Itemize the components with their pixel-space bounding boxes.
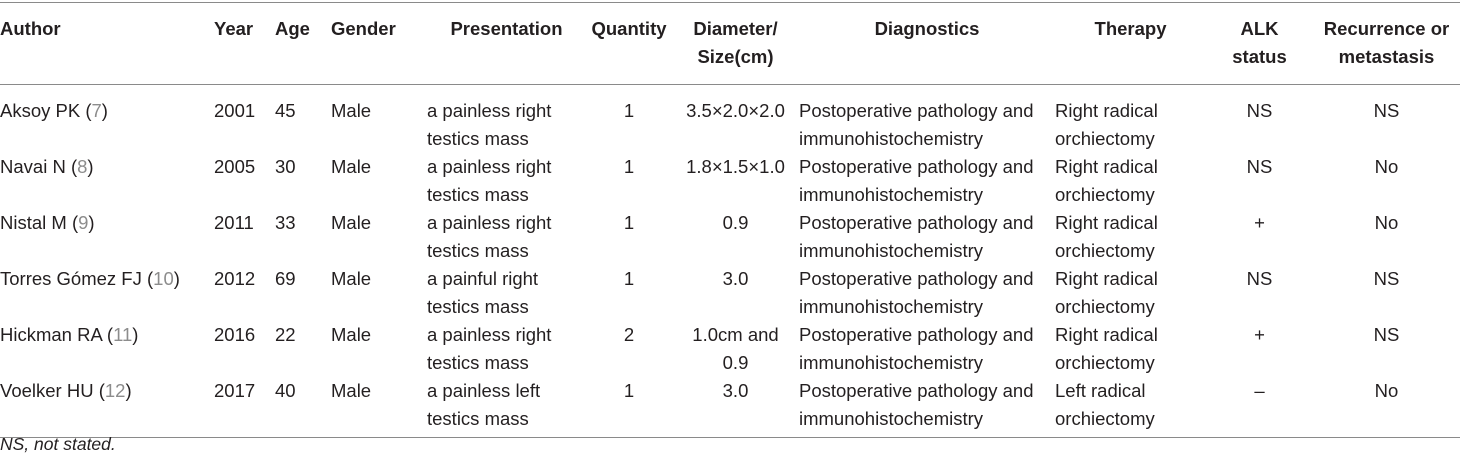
reference-link[interactable]: 10 bbox=[153, 268, 174, 289]
author-paren: ) bbox=[173, 268, 180, 289]
author-paren: ) bbox=[88, 212, 95, 233]
cell-recurrence: NS bbox=[1373, 268, 1400, 289]
therapy-line1: Right radical bbox=[1055, 212, 1158, 233]
cell-gender: Male bbox=[331, 324, 372, 345]
cell-diagnostics bbox=[799, 153, 1055, 209]
cell-age: 40 bbox=[275, 380, 296, 401]
author-paren: ) bbox=[87, 156, 94, 177]
cell-year: 2012 bbox=[214, 268, 256, 289]
cell-author bbox=[0, 377, 214, 438]
diagnostics-line1: Postoperative pathology and bbox=[799, 324, 1034, 345]
cell-gender: Male bbox=[331, 100, 372, 121]
cell-presentation bbox=[427, 265, 586, 321]
cell-presentation bbox=[427, 377, 586, 438]
cell-therapy bbox=[1055, 265, 1206, 321]
cell-diagnostics bbox=[799, 265, 1055, 321]
diagnostics-line2: immunohistochemistry bbox=[799, 296, 984, 317]
size-line1: 0.9 bbox=[722, 212, 749, 233]
reference-link[interactable]: 11 bbox=[113, 324, 133, 345]
therapy-line1: Right radical bbox=[1055, 100, 1158, 121]
cell-author bbox=[0, 209, 214, 265]
diagnostics-line1: Postoperative pathology and bbox=[799, 212, 1034, 233]
presentation-line2: testics mass bbox=[427, 184, 529, 205]
therapy-line2: orchiectomy bbox=[1055, 128, 1155, 149]
header-diameter-line1: Diameter/ bbox=[693, 18, 778, 39]
cell-age: 22 bbox=[275, 324, 296, 345]
cell-presentation bbox=[427, 209, 586, 265]
header-age: Age bbox=[275, 18, 310, 39]
cell-diagnostics bbox=[799, 377, 1055, 438]
cell-gender: Male bbox=[331, 380, 372, 401]
cell-alk-status: NS bbox=[1246, 268, 1273, 289]
presentation-line1: a painless right bbox=[427, 100, 552, 121]
table-row bbox=[0, 85, 1460, 154]
header-quantity: Quantity bbox=[591, 18, 667, 39]
header-therapy: Therapy bbox=[1094, 18, 1167, 39]
author-name: Aksoy PK ( bbox=[0, 100, 92, 121]
therapy-line1: Left radical bbox=[1055, 380, 1146, 401]
presentation-line2: testics mass bbox=[427, 128, 529, 149]
cell-diagnostics bbox=[799, 85, 1055, 154]
cell-diagnostics bbox=[799, 321, 1055, 377]
presentation-line2: testics mass bbox=[427, 408, 529, 429]
cell-diagnostics bbox=[799, 209, 1055, 265]
cell-gender: Male bbox=[331, 268, 372, 289]
reference-link[interactable]: 7 bbox=[91, 100, 102, 121]
cell-gender: Male bbox=[331, 156, 372, 177]
cell-age: 33 bbox=[275, 212, 296, 233]
diagnostics-line1: Postoperative pathology and bbox=[799, 380, 1034, 401]
presentation-line1: a painless right bbox=[427, 324, 552, 345]
case-table bbox=[0, 2, 1460, 438]
table-footnote: NS, not stated. bbox=[0, 434, 116, 454]
header-recurrence-line1: Recurrence or bbox=[1323, 18, 1450, 39]
author-name: Voelker HU ( bbox=[0, 380, 105, 401]
author-name: Navai N ( bbox=[0, 156, 78, 177]
diagnostics-line1: Postoperative pathology and bbox=[799, 156, 1034, 177]
cell-quantity: 2 bbox=[623, 324, 635, 345]
reference-link[interactable]: 9 bbox=[78, 212, 89, 233]
cell-recurrence: No bbox=[1374, 380, 1399, 401]
cell-quantity: 1 bbox=[623, 100, 635, 121]
author-paren: ) bbox=[125, 380, 132, 401]
therapy-line1: Right radical bbox=[1055, 268, 1158, 289]
header-alk-line2: status bbox=[1232, 46, 1287, 67]
cell-alk-status: NS bbox=[1246, 156, 1273, 177]
table-header-row bbox=[0, 3, 1460, 85]
author-name: Hickman RA ( bbox=[0, 324, 114, 345]
therapy-line2: orchiectomy bbox=[1055, 352, 1155, 373]
cell-recurrence: NS bbox=[1373, 100, 1400, 121]
cell-therapy bbox=[1055, 209, 1206, 265]
table-row bbox=[0, 377, 1460, 438]
diagnostics-line2: immunohistochemistry bbox=[799, 128, 984, 149]
cell-year: 2001 bbox=[214, 100, 256, 121]
diagnostics-line2: immunohistochemistry bbox=[799, 240, 984, 261]
diagnostics-line1: Postoperative pathology and bbox=[799, 268, 1034, 289]
cell-quantity: 1 bbox=[623, 212, 635, 233]
header-alk-line1: ALK bbox=[1240, 18, 1279, 39]
presentation-line2: testics mass bbox=[427, 352, 529, 373]
header-year: Year bbox=[214, 18, 254, 39]
size-line1: 3.0 bbox=[722, 380, 749, 401]
cell-quantity: 1 bbox=[623, 268, 635, 289]
cell-alk-status: + bbox=[1254, 212, 1265, 233]
presentation-line1: a painless right bbox=[427, 212, 552, 233]
table-row bbox=[0, 153, 1460, 209]
cell-size bbox=[672, 85, 799, 154]
cell-therapy bbox=[1055, 153, 1206, 209]
cell-presentation bbox=[427, 321, 586, 377]
size-line1: 1.8×1.5×1.0 bbox=[686, 156, 785, 177]
cell-therapy bbox=[1055, 377, 1206, 438]
cell-size bbox=[672, 321, 799, 377]
therapy-line2: orchiectomy bbox=[1055, 184, 1155, 205]
cell-age: 45 bbox=[275, 100, 296, 121]
cell-size bbox=[672, 153, 799, 209]
diagnostics-line1: Postoperative pathology and bbox=[799, 100, 1034, 121]
cell-year: 2016 bbox=[214, 324, 256, 345]
author-paren: ) bbox=[101, 100, 108, 121]
cell-author bbox=[0, 153, 214, 209]
cell-presentation bbox=[427, 153, 586, 209]
cell-therapy bbox=[1055, 321, 1206, 377]
header-recurrence bbox=[1313, 3, 1460, 85]
presentation-line2: testics mass bbox=[427, 296, 529, 317]
cell-therapy bbox=[1055, 85, 1206, 154]
table-row bbox=[0, 265, 1460, 321]
diagnostics-line2: immunohistochemistry bbox=[799, 408, 984, 429]
size-line1: 3.0 bbox=[722, 268, 749, 289]
cell-quantity: 1 bbox=[623, 380, 635, 401]
size-line2: 0.9 bbox=[722, 352, 749, 373]
cell-recurrence: No bbox=[1374, 156, 1399, 177]
header-diameter bbox=[672, 3, 799, 85]
diagnostics-line2: immunohistochemistry bbox=[799, 352, 984, 373]
cell-size bbox=[672, 209, 799, 265]
header-author: Author bbox=[0, 18, 61, 39]
therapy-line2: orchiectomy bbox=[1055, 240, 1155, 261]
therapy-line2: orchiectomy bbox=[1055, 296, 1155, 317]
cell-presentation bbox=[427, 85, 586, 154]
header-gender: Gender bbox=[331, 18, 396, 39]
cell-gender: Male bbox=[331, 212, 372, 233]
size-line1: 3.5×2.0×2.0 bbox=[686, 100, 785, 121]
reference-link[interactable]: 8 bbox=[77, 156, 88, 177]
cell-author bbox=[0, 321, 214, 377]
cell-year: 2011 bbox=[214, 212, 254, 233]
cell-author bbox=[0, 85, 214, 154]
cell-size bbox=[672, 265, 799, 321]
header-alk-status bbox=[1206, 3, 1313, 85]
reference-link[interactable]: 12 bbox=[104, 380, 126, 401]
size-line1: 1.0cm and bbox=[692, 324, 779, 345]
author-name: Nistal M ( bbox=[0, 212, 79, 233]
therapy-line1: Right radical bbox=[1055, 324, 1158, 345]
table-row bbox=[0, 209, 1460, 265]
cell-quantity: 1 bbox=[623, 156, 635, 177]
author-paren: ) bbox=[132, 324, 139, 345]
diagnostics-line2: immunohistochemistry bbox=[799, 184, 984, 205]
cell-alk-status: NS bbox=[1246, 100, 1273, 121]
presentation-line1: a painless right bbox=[427, 156, 552, 177]
header-diagnostics: Diagnostics bbox=[874, 18, 980, 39]
presentation-line1: a painful right bbox=[427, 268, 539, 289]
header-recurrence-line2: metastasis bbox=[1338, 46, 1435, 67]
cell-alk-status: – bbox=[1254, 380, 1265, 401]
therapy-line2: orchiectomy bbox=[1055, 408, 1155, 429]
presentation-line2: testics mass bbox=[427, 240, 529, 261]
author-name: Torres Gómez FJ ( bbox=[0, 268, 154, 289]
cell-author bbox=[0, 265, 214, 321]
header-diameter-line2: Size(cm) bbox=[697, 46, 774, 67]
cell-size bbox=[672, 377, 799, 438]
cell-age: 69 bbox=[275, 268, 296, 289]
presentation-line1: a painless left bbox=[427, 380, 541, 401]
cell-alk-status: + bbox=[1254, 324, 1265, 345]
cell-year: 2017 bbox=[214, 380, 256, 401]
header-presentation: Presentation bbox=[450, 18, 563, 39]
table-row bbox=[0, 321, 1460, 377]
therapy-line1: Right radical bbox=[1055, 156, 1158, 177]
cell-recurrence: No bbox=[1374, 212, 1399, 233]
cell-age: 30 bbox=[275, 156, 296, 177]
cell-recurrence: NS bbox=[1373, 324, 1400, 345]
cell-year: 2005 bbox=[214, 156, 256, 177]
